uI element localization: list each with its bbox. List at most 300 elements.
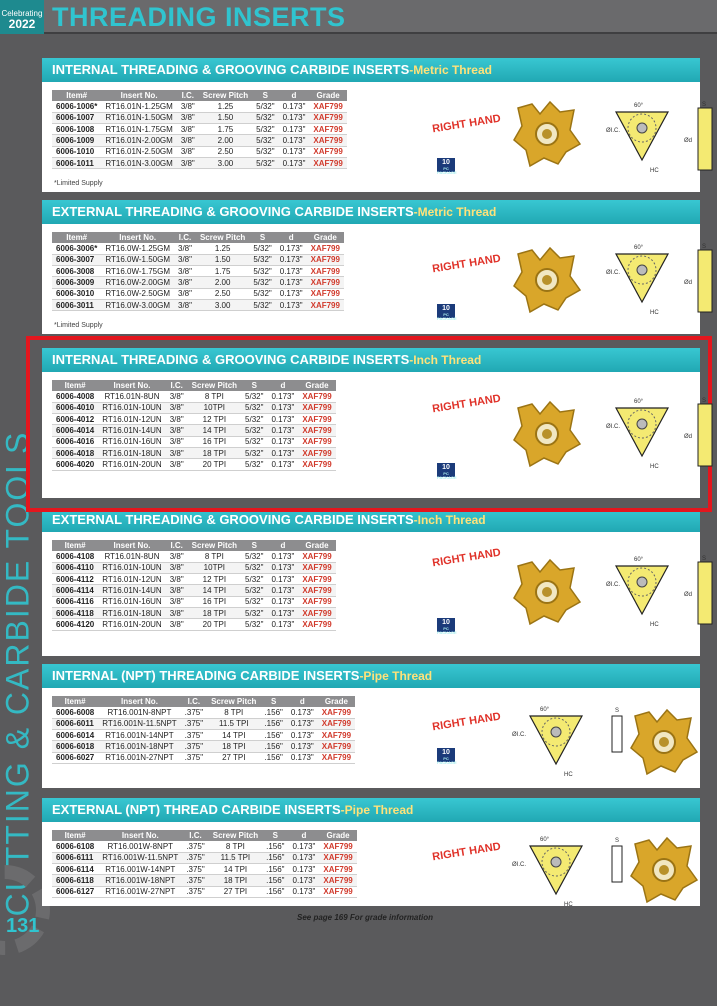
page-title: THREADING INSERTS <box>52 2 346 32</box>
table-cell: RT16.01N-2.50GM <box>101 146 176 157</box>
table-cell: 5/32" <box>249 277 275 288</box>
column-header: d <box>267 380 298 391</box>
column-header: Screw Pitch <box>199 90 252 101</box>
table-cell: 0.173" <box>287 707 318 718</box>
table-cell: 3.00 <box>199 157 252 168</box>
column-header: Insert No. <box>98 540 165 551</box>
table-cell: 27 TPI <box>207 752 260 763</box>
table-cell: XAF799 <box>319 841 356 852</box>
table-cell: RT16.01N-16UN <box>98 596 165 607</box>
table-cell: 1.25 <box>196 243 249 254</box>
table-cell: 14 TPI <box>209 864 262 875</box>
table-cell: 5/32" <box>241 391 267 402</box>
table-cell: RT16.01N-1.25GM <box>101 101 176 112</box>
table-cell: RT16.001N-27NPT <box>98 752 180 763</box>
table-cell: XAF799 <box>309 124 346 135</box>
table-cell: 8 TPI <box>209 841 262 852</box>
table-cell: 5/32" <box>249 288 275 299</box>
table-cell: .375" <box>182 841 208 852</box>
table-cell: RT16.01N-8UN <box>98 551 165 562</box>
table-cell: 6006-3011 <box>52 299 101 310</box>
table-cell: 3/8" <box>166 436 188 447</box>
table-cell: 0.173" <box>276 277 307 288</box>
table-cell: XAF799 <box>319 864 356 875</box>
table-cell: XAF799 <box>298 459 335 470</box>
table-cell: 5/32" <box>252 135 278 146</box>
table-cell: 14 TPI <box>188 585 241 596</box>
table-cell: RT16.01N-3.00GM <box>101 157 176 168</box>
table-cell: 6006-4112 <box>52 574 98 585</box>
table-cell: 6006-4118 <box>52 607 98 618</box>
table-row <box>52 135 347 146</box>
table-cell: 5/32" <box>249 243 275 254</box>
table-cell: 6006-3007 <box>52 254 101 265</box>
column-header: d <box>287 696 318 707</box>
package-badge <box>437 463 457 480</box>
package-sub: PC PACKAGE <box>437 312 457 321</box>
table-cell: XAF799 <box>307 254 344 265</box>
table-cell: 5/32" <box>252 124 278 135</box>
table-cell: .375" <box>181 730 207 741</box>
table-cell: 0.173" <box>276 243 307 254</box>
column-header: Screw Pitch <box>207 696 260 707</box>
ic-label: ØI.C. <box>512 862 527 868</box>
table-row <box>52 841 357 852</box>
hc-label: HC <box>650 168 659 174</box>
spec-table <box>52 696 355 764</box>
package-sub: PC PACKAGE <box>437 756 457 765</box>
table-cell: .375" <box>182 875 208 886</box>
table-cell: 0.173" <box>267 619 298 630</box>
table-cell: XAF799 <box>307 288 344 299</box>
column-header: S <box>249 232 275 243</box>
table-cell: XAF799 <box>298 402 335 413</box>
right-hand-label: RIGHT HAND <box>431 840 502 864</box>
column-header: S <box>260 696 286 707</box>
column-header: d <box>289 830 320 841</box>
section-title: INTERNAL THREADING & GROOVING CARBIDE INSERTS <box>52 352 410 367</box>
right-hand-label: RIGHT HAND <box>431 710 502 734</box>
table-cell: .375" <box>182 852 208 863</box>
table-row <box>52 101 347 112</box>
table-cell: 11.5 TPI <box>209 852 262 863</box>
table-cell: 0.173" <box>289 841 320 852</box>
table-cell: .156" <box>260 707 286 718</box>
table-cell: .156" <box>262 864 288 875</box>
table-cell: 6006-6118 <box>52 875 98 886</box>
table-row <box>52 707 355 718</box>
table-cell: XAF799 <box>298 391 335 402</box>
column-header: S <box>241 540 267 551</box>
table-cell: 5/32" <box>252 112 278 123</box>
column-header: I.C. <box>166 540 188 551</box>
d-label: Ød <box>684 434 693 440</box>
table-row <box>52 266 344 277</box>
table-cell: .156" <box>260 718 286 729</box>
table-cell: 5/32" <box>241 562 267 573</box>
top-bar <box>0 0 717 34</box>
table-cell: 6006-4120 <box>52 619 98 630</box>
table-row <box>52 112 347 123</box>
table-cell: 6006-4018 <box>52 447 98 458</box>
ic-label: ØI.C. <box>606 128 621 134</box>
table-cell: 5/32" <box>241 607 267 618</box>
column-header: Screw Pitch <box>188 380 241 391</box>
side-category-text: CUTTING & CARBIDE TOOLS <box>0 430 36 917</box>
column-header: Item# <box>52 830 98 841</box>
table-cell: 0.173" <box>289 864 320 875</box>
insert-diagram-wrap <box>512 832 642 919</box>
table-cell: 0.173" <box>279 124 310 135</box>
table-cell: 0.173" <box>267 607 298 618</box>
table-cell: 3/8" <box>174 277 196 288</box>
table-row <box>52 875 357 886</box>
table-cell: 3/8" <box>177 135 199 146</box>
table-cell: 5/32" <box>249 266 275 277</box>
table-cell: 0.173" <box>289 875 320 886</box>
table-cell: XAF799 <box>309 146 346 157</box>
table-cell: 0.173" <box>267 402 298 413</box>
table-cell: RT16.001N-18NPT <box>98 741 180 752</box>
table-cell: 2.50 <box>196 288 249 299</box>
package-count: 10 <box>442 305 450 312</box>
column-header: I.C. <box>177 90 199 101</box>
package-badge <box>437 748 457 765</box>
table-cell: RT16.001W-11.5NPT <box>98 852 182 863</box>
table-cell: 6006-4110 <box>52 562 98 573</box>
insert-diagram <box>512 832 642 914</box>
table-cell: 6006-6018 <box>52 741 98 752</box>
package-sub: PC PACKAGE <box>437 471 457 480</box>
column-header: Item# <box>52 90 101 101</box>
column-header: d <box>267 540 298 551</box>
table-cell: 3/8" <box>166 425 188 436</box>
section-subtitle: -Metric Thread <box>413 205 497 219</box>
hc-label: HC <box>650 464 659 470</box>
table-cell: RT16.01N-18UN <box>98 607 165 618</box>
insert-photo <box>510 400 584 468</box>
angle-label: 60° <box>540 707 550 713</box>
table-row <box>52 243 344 254</box>
table-cell: 3/8" <box>166 607 188 618</box>
column-header: Screw Pitch <box>209 830 262 841</box>
section-header <box>42 664 700 688</box>
table-cell: 18 TPI <box>209 875 262 886</box>
package-count: 10 <box>442 159 450 166</box>
column-header: Grade <box>318 696 355 707</box>
table-cell: 6006-3009 <box>52 277 101 288</box>
table-cell: 18 TPI <box>188 607 241 618</box>
table-cell: XAF799 <box>319 852 356 863</box>
table-cell: RT16.001N-8NPT <box>98 707 180 718</box>
table-cell: 0.173" <box>276 288 307 299</box>
table-cell: 6006-6127 <box>52 886 98 897</box>
insert-image <box>510 100 584 173</box>
table-cell: 5/32" <box>252 101 278 112</box>
section-title: INTERNAL (NPT) THREADING CARBIDE INSERTS <box>52 668 360 683</box>
insert-diagram-wrap <box>598 552 717 639</box>
hc-label: HC <box>564 902 573 908</box>
table-cell: RT16.01N-12UN <box>98 574 165 585</box>
table-cell: 3/8" <box>166 619 188 630</box>
angle-label: 60° <box>634 557 644 563</box>
insert-image <box>510 558 584 631</box>
table-cell: .375" <box>182 864 208 875</box>
table-cell: RT16.01N-14UN <box>98 425 165 436</box>
ic-label: ØI.C. <box>606 424 621 430</box>
table-cell: 3/8" <box>174 254 196 265</box>
package-sub: PC PACKAGE <box>437 166 457 175</box>
table-cell: XAF799 <box>307 243 344 254</box>
right-hand-label: RIGHT HAND <box>431 546 502 570</box>
table-cell: XAF799 <box>298 414 335 425</box>
table-cell: 6006-3006* <box>52 243 101 254</box>
table-cell: .375" <box>181 718 207 729</box>
table-cell: 0.173" <box>289 886 320 897</box>
insert-diagram <box>598 240 717 322</box>
table-cell: 5/32" <box>241 574 267 585</box>
table-cell: RT16.01N-20UN <box>98 459 165 470</box>
table-row <box>52 124 347 135</box>
table-cell: RT16.001W-14NPT <box>98 864 182 875</box>
table-cell: 2.00 <box>199 135 252 146</box>
insert-diagram-wrap <box>512 702 642 789</box>
s-label: S <box>702 244 707 250</box>
s-label: S <box>615 838 620 844</box>
table-cell: 0.173" <box>267 551 298 562</box>
celebrating-badge <box>0 0 44 34</box>
table-row <box>52 146 347 157</box>
table-cell: 0.173" <box>276 266 307 277</box>
table-cell: 6006-4008 <box>52 391 98 402</box>
table-cell: 6006-4108 <box>52 551 98 562</box>
table-cell: 6006-6027 <box>52 752 98 763</box>
table-cell: 6006-4016 <box>52 436 98 447</box>
section-title: EXTERNAL (NPT) THREAD CARBIDE INSERTS <box>52 802 341 817</box>
table-row <box>52 718 355 729</box>
section-subtitle: -Pipe Thread <box>340 803 414 817</box>
table-row <box>52 886 357 897</box>
table-cell: XAF799 <box>298 436 335 447</box>
table-cell: 0.173" <box>287 718 318 729</box>
table-cell: 6006-1008 <box>52 124 101 135</box>
table-cell: 3/8" <box>166 391 188 402</box>
table-cell: 0.173" <box>267 447 298 458</box>
table-cell: RT16.001W-18NPT <box>98 875 182 886</box>
table-cell: XAF799 <box>307 299 344 310</box>
table-cell: .375" <box>181 752 207 763</box>
table-cell: 1.50 <box>196 254 249 265</box>
table-cell: RT16.01N-10UN <box>98 562 165 573</box>
table-cell: 6006-6008 <box>52 707 98 718</box>
insert-diagram-wrap <box>598 240 717 327</box>
table-cell: RT16.01N-18UN <box>98 447 165 458</box>
section-header <box>42 200 700 224</box>
table-cell: 18 TPI <box>188 447 241 458</box>
table-cell: 3/8" <box>177 146 199 157</box>
table-row <box>52 730 355 741</box>
table-row <box>52 574 336 585</box>
insert-image <box>510 246 584 319</box>
column-header: I.C. <box>174 232 196 243</box>
table-cell: XAF799 <box>298 551 335 562</box>
table-cell: RT16.01N-12UN <box>98 414 165 425</box>
table-cell: XAF799 <box>319 886 356 897</box>
insert-diagram <box>512 702 642 784</box>
column-header: d <box>279 90 310 101</box>
table-cell: XAF799 <box>309 101 346 112</box>
table-cell: 0.173" <box>267 574 298 585</box>
table-cell: 5/32" <box>252 146 278 157</box>
table-cell: .156" <box>260 752 286 763</box>
table-cell: .156" <box>260 730 286 741</box>
table-row <box>52 299 344 310</box>
table-cell: 14 TPI <box>188 425 241 436</box>
table-cell: 5/32" <box>241 619 267 630</box>
table-cell: RT16.0W-2.00GM <box>101 277 174 288</box>
table-cell: 6006-4020 <box>52 459 98 470</box>
table-cell: 3/8" <box>177 157 199 168</box>
table-row <box>52 254 344 265</box>
column-header: Insert No. <box>101 232 174 243</box>
table-cell: 6006-4014 <box>52 425 98 436</box>
spec-table <box>52 540 336 631</box>
table-cell: XAF799 <box>298 425 335 436</box>
table-cell: XAF799 <box>319 875 356 886</box>
table-cell: 20 TPI <box>188 619 241 630</box>
table-cell: XAF799 <box>298 607 335 618</box>
package-count: 10 <box>442 619 450 626</box>
section-subtitle: -Inch Thread <box>413 513 486 527</box>
table-cell: 5/32" <box>249 299 275 310</box>
table-cell: 5/32" <box>241 402 267 413</box>
table-cell: XAF799 <box>309 135 346 146</box>
insert-diagram <box>598 394 717 476</box>
column-header: Item# <box>52 232 101 243</box>
table-row <box>52 752 355 763</box>
table-cell: 2.50 <box>199 146 252 157</box>
column-header: Screw Pitch <box>196 232 249 243</box>
table-cell: 0.173" <box>287 752 318 763</box>
spec-table <box>52 232 344 311</box>
column-header: I.C. <box>181 696 207 707</box>
table-cell: RT16.0W-1.75GM <box>101 266 174 277</box>
table-row <box>52 157 347 168</box>
table-cell: 8 TPI <box>207 707 260 718</box>
table-cell: RT16.01N-16UN <box>98 436 165 447</box>
table-cell: XAF799 <box>298 447 335 458</box>
package-badge <box>437 304 457 321</box>
table-row <box>52 741 355 752</box>
table-cell: 5/32" <box>241 414 267 425</box>
table-cell: XAF799 <box>298 574 335 585</box>
table-cell: 0.173" <box>279 146 310 157</box>
table-cell: 5/32" <box>252 157 278 168</box>
table-cell: 12 TPI <box>188 414 241 425</box>
table-cell: 6006-3008 <box>52 266 101 277</box>
package-badge <box>437 158 457 175</box>
hc-label: HC <box>650 622 659 628</box>
table-cell: XAF799 <box>298 596 335 607</box>
hc-label: HC <box>650 310 659 316</box>
table-cell: 6006-3010 <box>52 288 101 299</box>
table-cell: 2.00 <box>196 277 249 288</box>
right-hand-label: RIGHT HAND <box>431 392 502 416</box>
table-cell: 1.75 <box>199 124 252 135</box>
table-cell: RT16.0W-3.00GM <box>101 299 174 310</box>
table-cell: XAF799 <box>309 157 346 168</box>
s-label: S <box>702 556 707 562</box>
table-cell: XAF799 <box>309 112 346 123</box>
section-title: INTERNAL THREADING & GROOVING CARBIDE INSERTS <box>52 62 410 77</box>
spec-table <box>52 90 347 169</box>
section-header <box>42 58 700 82</box>
table-cell: 0.173" <box>267 596 298 607</box>
table-cell: 3/8" <box>166 402 188 413</box>
table-cell: 16 TPI <box>188 596 241 607</box>
package-count: 10 <box>442 749 450 756</box>
table-cell: 8 TPI <box>188 551 241 562</box>
table-cell: XAF799 <box>298 562 335 573</box>
table-cell: XAF799 <box>318 718 355 729</box>
table-cell: 3/8" <box>166 596 188 607</box>
table-cell: 5/32" <box>241 551 267 562</box>
table-cell: 0.173" <box>267 459 298 470</box>
right-hand-label: RIGHT HAND <box>431 252 502 276</box>
table-cell: .156" <box>260 741 286 752</box>
table-cell: 3/8" <box>166 459 188 470</box>
table-cell: 6006-1010 <box>52 146 101 157</box>
table-cell: 10TPI <box>188 562 241 573</box>
section-header <box>42 798 700 822</box>
table-cell: 6006-1006* <box>52 101 101 112</box>
table-cell: 3/8" <box>174 288 196 299</box>
column-header: Screw Pitch <box>188 540 241 551</box>
table-row <box>52 585 336 596</box>
table-cell: 0.173" <box>279 101 310 112</box>
s-label: S <box>615 708 620 714</box>
package-badge <box>437 618 457 635</box>
table-cell: 0.173" <box>267 425 298 436</box>
column-header: S <box>252 90 278 101</box>
table-cell: RT16.001W-8NPT <box>98 841 182 852</box>
table-cell: 6006-1007 <box>52 112 101 123</box>
angle-label: 60° <box>634 245 644 251</box>
package-sub: PC PACKAGE <box>437 626 457 635</box>
table-row <box>52 551 336 562</box>
table-row <box>52 562 336 573</box>
s-label: S <box>702 398 707 404</box>
table-cell: 5/32" <box>241 425 267 436</box>
table-cell: 3/8" <box>166 585 188 596</box>
table-cell: RT16.01N-20UN <box>98 619 165 630</box>
table-cell: XAF799 <box>307 266 344 277</box>
section-subtitle: -Inch Thread <box>409 353 482 367</box>
table-cell: 20 TPI <box>188 459 241 470</box>
insert-diagram <box>598 552 717 634</box>
table-cell: 0.173" <box>287 741 318 752</box>
table-row <box>52 596 336 607</box>
table-cell: 3/8" <box>166 447 188 458</box>
table-cell: 0.173" <box>267 585 298 596</box>
table-cell: 11.5 TPI <box>207 718 260 729</box>
angle-label: 60° <box>540 837 550 843</box>
footer-note: See page 169 For grade information <box>297 913 434 922</box>
column-header: S <box>241 380 267 391</box>
table-cell: 0.173" <box>276 254 307 265</box>
table-cell: RT16.01N-14UN <box>98 585 165 596</box>
table-cell: 5/32" <box>241 585 267 596</box>
